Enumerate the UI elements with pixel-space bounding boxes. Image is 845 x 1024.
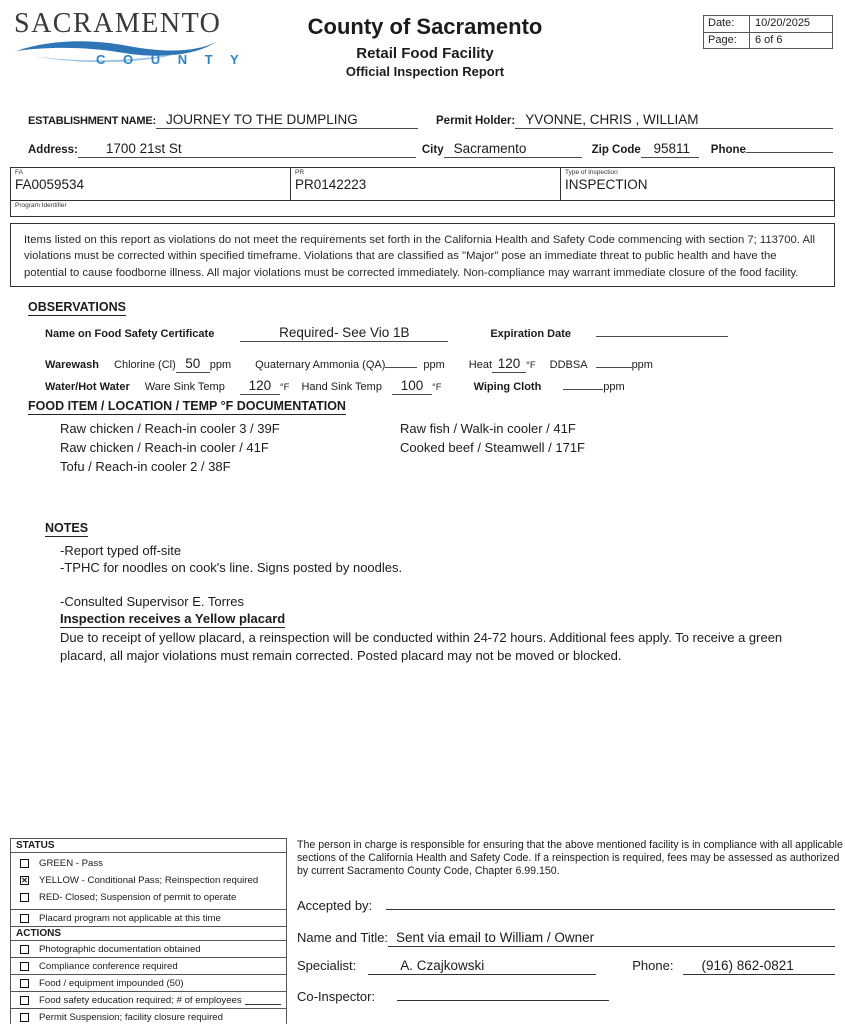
date-value: 10/20/2025	[755, 17, 811, 29]
name-title-field: Sent via email to William / Owner	[388, 930, 835, 947]
logo-sacramento-text: SACRAMENTO	[14, 8, 222, 39]
accepted-by-row	[297, 898, 835, 913]
qa-label: Quaternary Ammonia (QA)	[255, 359, 386, 371]
food-item: Cooked beef / Steamwell / 171F	[400, 440, 585, 455]
chlorine-unit: ppm	[209, 359, 232, 371]
placard-text: Due to receipt of yellow placard, a reinspection will be conducted within 24-72 hours. Additional fees apply. To receive a green placard, all major violations must remain corrected. Posted placard may not be moved or blocked.	[60, 630, 783, 663]
checkbox-icon	[20, 962, 29, 971]
action-permit-suspension: Permit Suspension; facility closure required	[11, 1009, 286, 1024]
phone-label: Phone	[710, 144, 746, 156]
ware-sink-unit: °F	[279, 382, 290, 393]
food-item: Raw chicken / Reach-in cooler 3 / 39F	[60, 421, 280, 436]
report-title: County of Sacramento	[307, 14, 543, 39]
permit-holder-label: Permit Holder:	[436, 115, 516, 127]
action-food-impounded: Food / equipment impounded (50)	[11, 975, 286, 992]
violations-disclaimer: Items listed on this report as violations do not meet the requirements set forth in the California Health and Safety Code commencing with section 7; 113700. All violations must be corrected within specified timeframe. Violations that are classified as "Major" pose an immediate threat to public health and have the potential to cause foodborne illness. All major violations must be corrected immediately. Non-compliance may warrant immediate closure of the food facility.	[10, 223, 835, 287]
hand-sink-unit: °F	[431, 382, 442, 393]
specialist-field: A. Czajkowski	[368, 958, 596, 975]
report-subtitle-1: Retail Food Facility	[356, 45, 494, 62]
city-label: City	[421, 144, 444, 156]
wiping-cloth-label: Wiping Cloth	[473, 381, 542, 393]
heat-unit: °F	[526, 360, 536, 371]
expiration-date-label: Expiration Date	[490, 328, 572, 340]
name-title-row	[297, 930, 835, 947]
note-line: -Report typed off-site	[60, 543, 182, 558]
report-subtitle-2: Official Inspection Report	[345, 64, 505, 79]
note-line: -Consulted Supervisor E. Torres	[60, 594, 245, 609]
wiping-cloth-unit: ppm	[603, 381, 625, 393]
inspection-type-cell	[561, 168, 834, 200]
checkbox-icon	[20, 979, 29, 988]
program-identifier-label: Program Identifier	[15, 202, 67, 209]
checkbox-icon	[20, 996, 29, 1005]
checkbox-icon	[20, 914, 29, 923]
specialist-phone-field: (916) 862-0821	[683, 958, 835, 975]
checkbox-icon	[20, 859, 29, 868]
hand-sink-label: Hand Sink Temp	[301, 381, 382, 393]
actions-heading: ACTIONS	[11, 927, 286, 941]
fa-cell	[11, 168, 291, 200]
accepted-by-field	[386, 908, 835, 910]
specialist-label: Specialist:	[297, 958, 357, 973]
status-heading: STATUS	[11, 839, 286, 853]
checkbox-icon	[20, 1013, 29, 1022]
address-label: Address:	[28, 144, 78, 156]
action-food-safety-education: Food safety education required; # of employees	[11, 992, 286, 1009]
zip-field: 95811	[641, 141, 699, 158]
report-title-block	[240, 14, 610, 79]
water-row	[45, 377, 835, 395]
zip-label: Zip Code	[591, 144, 641, 156]
certificate-row	[45, 325, 805, 342]
food-list-left	[60, 419, 280, 476]
notes-heading: NOTES	[45, 521, 89, 535]
accepted-by-label: Accepted by:	[297, 898, 373, 913]
food-item: Tofu / Reach-in cooler 2 / 38F	[60, 459, 231, 474]
date-row	[704, 16, 832, 32]
permit-holder-field: YVONNE, CHRIS , WILLIAM	[515, 112, 833, 129]
warewash-row	[45, 355, 835, 373]
hand-sink-field: 100	[392, 378, 432, 395]
facility-id-table	[10, 167, 835, 217]
observations-heading: OBSERVATIONS	[28, 300, 126, 314]
action-photographic: Photographic documentation obtained	[11, 941, 286, 958]
pr-cell	[291, 168, 561, 200]
program-identifier-cell	[11, 201, 834, 216]
heat-label: Heat	[468, 359, 493, 371]
fa-value: FA0059534	[15, 177, 85, 192]
checkbox-icon	[20, 945, 29, 954]
status-option-red: RED- Closed; Suspension of permit to operate	[11, 889, 286, 906]
page-row	[704, 32, 832, 48]
specialist-row	[297, 958, 835, 975]
logo-county-text: C O U N T Y	[96, 52, 246, 67]
status-option-yellow: ✕ YELLOW - Conditional Pass; Reinspection required	[21, 875, 259, 886]
chlorine-field: 50	[176, 356, 210, 373]
food-doc-heading: FOOD ITEM / LOCATION / TEMP °F DOCUMENTATION	[28, 399, 346, 413]
status-options-group	[11, 853, 286, 910]
heat-field: 120	[492, 356, 526, 373]
ware-sink-field: 120	[240, 378, 280, 395]
chlorine-label: Chlorine (Cl)	[114, 359, 176, 371]
certificate-field: Required- See Vio 1B	[240, 325, 448, 342]
date-page-table	[703, 15, 833, 49]
phone-field	[746, 151, 833, 153]
placard-heading: Inspection receives a Yellow placard	[60, 611, 286, 626]
status-option-na: Placard program not applicable at this time	[11, 910, 286, 927]
ware-sink-label: Ware Sink Temp	[144, 381, 225, 393]
certificate-label: Name on Food Safety Certificate	[45, 328, 215, 340]
address-field: 1700 21st St	[78, 141, 416, 158]
ddbsa-label: DDBSA	[549, 359, 588, 371]
inspection-type-label: Type of Inspection	[565, 169, 618, 176]
status-option-green: GREEN - Pass	[11, 855, 286, 872]
action-compliance-conference: Compliance conference required	[11, 958, 286, 975]
ddbsa-unit: ppm	[631, 359, 653, 371]
expiration-date-field	[596, 335, 728, 337]
status-actions-panel	[10, 838, 287, 1024]
checkbox-icon	[20, 893, 29, 902]
warewash-label: Warewash	[45, 359, 100, 371]
food-item: Raw chicken / Reach-in cooler / 41F	[60, 440, 269, 455]
water-label: Water/Hot Water	[45, 381, 130, 393]
pr-value: PR0142223	[295, 177, 367, 192]
food-item: Raw fish / Walk-in cooler / 41F	[400, 421, 576, 436]
page-value: 6 of 6	[755, 34, 783, 46]
inspection-type-value: INSPECTION	[565, 177, 648, 192]
food-list-right	[400, 419, 585, 457]
city-field: Sacramento	[444, 141, 582, 158]
establishment-row	[28, 112, 833, 129]
address-row	[28, 141, 833, 158]
co-inspector-label: Co-Inspector:	[297, 989, 376, 1004]
date-label: Date:	[704, 16, 750, 32]
co-inspector-field	[397, 999, 609, 1001]
qa-field	[385, 355, 417, 368]
sacramento-county-logo	[14, 8, 246, 76]
specialist-phone-label: Phone:	[632, 958, 674, 973]
fa-label: FA	[15, 169, 23, 176]
co-inspector-row	[297, 989, 835, 1004]
establishment-name-field: JOURNEY TO THE DUMPLING	[156, 112, 418, 129]
qa-unit: ppm	[423, 359, 445, 371]
compliance-statement: The person in charge is responsible for ensuring that the above mentioned facility is in compliance with all applicable sections of the California Health and Safety Code. If a reinspection is required, fees may be assessed as authorized by current Sacramento County Code, Chapter 6.99.150.	[297, 839, 843, 878]
note-line: -TPHC for noodles on cook's line. Signs posted by noodles.	[60, 560, 403, 575]
wiping-cloth-field	[563, 377, 603, 390]
establishment-name-label: ESTABLISHMENT NAME:	[28, 115, 156, 127]
pr-label: PR	[295, 169, 305, 176]
checkbox-checked-icon: ✕	[21, 875, 28, 885]
name-title-label: Name and Title:	[297, 930, 389, 945]
employees-count-field	[245, 996, 281, 1005]
page-label: Page:	[704, 33, 750, 48]
facility-id-row	[11, 168, 834, 201]
ddbsa-field	[596, 355, 632, 368]
